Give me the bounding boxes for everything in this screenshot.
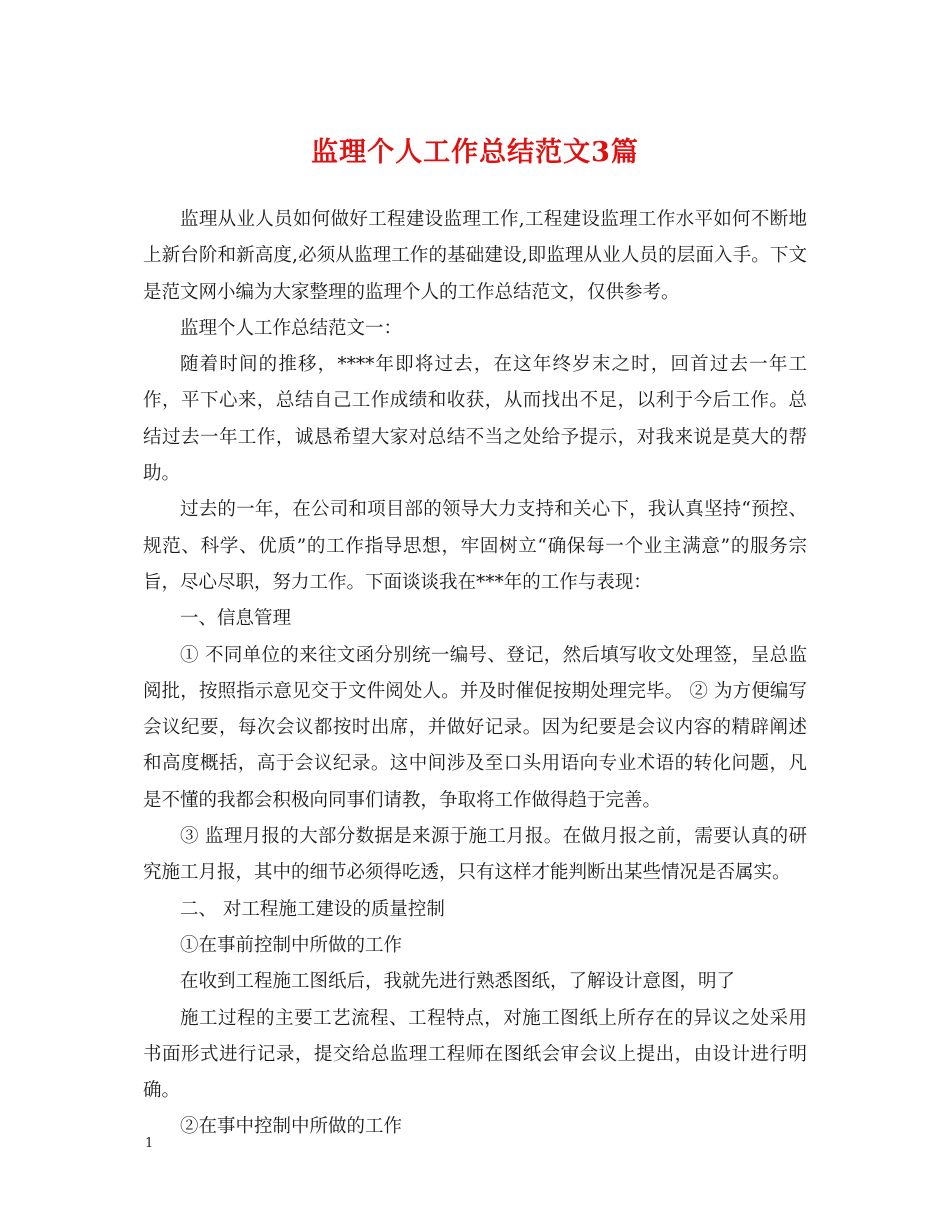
paragraph-year-review: 随着时间的推移，****年即将过去，在这年终岁末之时，回首过去一年工作，平下心来，总结自己工作成绩和收获，从而找出不足，以利于今后工作。总结过去一年工作，诚恳希望大家对总结不当之处给予提示，对我来说是莫大的帮助。	[143, 354, 807, 485]
page-number: 1	[145, 1136, 154, 1151]
document-title: 监理个人工作总结范文3篇	[311, 137, 639, 168]
paragraph-guiding-principles: 过去的一年，在公司和项目部的领导大力支持和关心下，我认真坚持“预控、规范、科学、优质”的工作指导思想，牢固树立“确保每一个业主满意”的服务宗旨，尽心尽职，努力工作。下面谈谈我在***年的工作与表现：	[143, 499, 807, 593]
paragraph-intro: 监理从业人员如何做好工程建设监理工作,工程建设监理工作水平如何不断地上新台阶和新高度,必须从监理工作的基础建设,即监理从业人员的层面入手。下文是范文网小编为大家整理的监理个人的工作总结范文，仅供参考。	[143, 209, 807, 303]
section-heading-quality-control: 二、 对工程施工建设的质量控制	[180, 898, 445, 920]
paragraph-info-management-1-2: ① 不同单位的来往文函分别统一编号、登记，然后填写收文处理签，呈总监阅批，按照指示意见交于文件阅处人。并及时催促按期处理完毕。 ② 为方便编写会议纪要，每次会议都按时出席，并做好记录。因为纪要是会议内容的精辟阐述和高度概括，高于会议纪录。这中间涉及至口头用语向专业术语的转化问题，凡是不懂的我都会积极向同事们请教，争取将工作做得趋于完善。	[143, 644, 807, 811]
subheading-in-process-control: ②在事中控制中所做的工作	[180, 1116, 403, 1138]
document-body	[143, 202, 807, 1146]
subheading-pre-control: ①在事前控制中所做的工作	[180, 934, 403, 956]
paragraph-info-management-3: ③ 监理月报的大部分数据是来源于施工月报。在做月报之前，需要认真的研究施工月报，其中的细节必须得吃透，只有这样才能判断出某些情况是否属实。	[143, 826, 807, 884]
paragraph-pre-control-2: 施工过程的主要工艺流程、工程特点，对施工图纸上所存在的异议之处采用书面形式进行记录，提交给总监理工程师在图纸会审会议上提出，由设计进行明确。	[143, 1007, 807, 1102]
section-heading-info-management: 一、信息管理	[180, 608, 292, 630]
paragraph-pre-control-1: 在收到工程施工图纸后，我就先进行熟悉图纸，了解设计意图，明了	[180, 971, 736, 993]
paragraph-sample-one-heading: 监理个人工作总结范文一：	[180, 317, 403, 339]
